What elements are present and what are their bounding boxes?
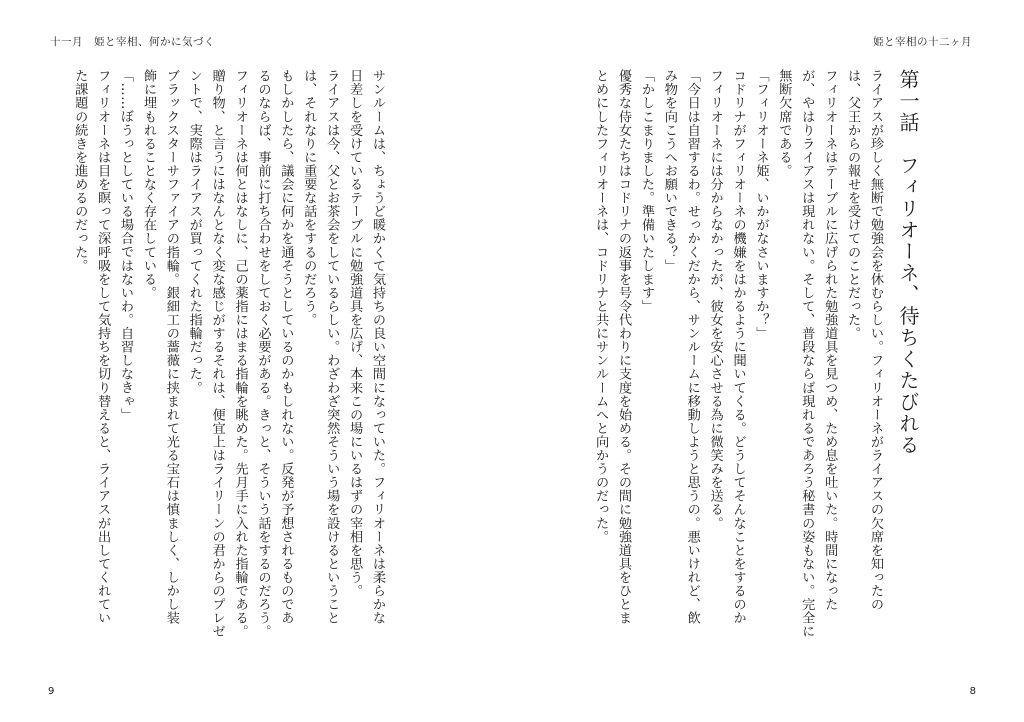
text-line: 「……ぼうっとしている場合ではないわ。自習しなきゃ」	[118, 69, 134, 422]
text-line: は、それなりに重要な話をするのだろう。	[301, 69, 317, 327]
text-line: フィリオーネは何とはなしに、己の薬指にはまる指輪を眺めた。先月手に入れた指輪である。	[232, 69, 248, 639]
page-number-right: 8	[969, 686, 976, 697]
text-line: 日差しを受けているテーブルに勉強道具を広げ、本来この場にいるはずの宰相を思う。	[347, 69, 363, 598]
text-line: は、父王からの報せを受けてのことだった。	[845, 69, 861, 340]
running-head-right: 姫と宰相の十二ヶ月	[873, 36, 972, 48]
text-line: もしかしたら、議会に何かを通そうとしているのかもしれない。反発が予想されるものであ	[278, 69, 294, 625]
text-line: ライアスは今、父とお茶会をしているらしい。わざわざ突然そういう場を設けるということ	[324, 69, 340, 625]
text-line: み物を向こうへお願いできる？」	[661, 69, 677, 273]
text-line: とめにしたフィリオーネは、コドリナと共にサンルームへと向かうのだった。	[593, 69, 609, 544]
text-line: 飾に埋もれることなく存在している。	[140, 69, 156, 300]
body-text-right	[590, 69, 922, 689]
text-line: ライアスが珍しく無断で勉強会を休むらしい。フィリオーネがライアスの欠席を知ったの	[868, 69, 883, 611]
text-line: た課題の続きを進めるのだった。	[72, 69, 88, 273]
text-line: 「今日は自習するわ。せっかくだから、サンルームに移動しようと思うの。悪いけれど、飲	[684, 69, 700, 625]
body-text-left	[70, 69, 388, 689]
text-line: フィリオーネには分からなかったが、彼女を安心させる為に微笑みを送る。	[707, 69, 723, 530]
text-line: サンルームは、ちょうど暖かくて気持ちの良い空間になっていた。フィリオーネは柔らかな	[370, 69, 385, 625]
text-line: フィリオーネはテーブルに広げられた勉強道具を見つめ、ため息を吐いた。時間になった	[822, 69, 838, 611]
text-line: フィリオーネは目を瞑って深呼吸をして気持ちを切り替えると、ライアスが出してくれてい	[95, 69, 111, 625]
chapter-title: 第一話 フィリオーネ、待ちくたびれる	[896, 69, 920, 456]
text-line: 「フィリオーネ姫、いかがなさいますか？」	[753, 69, 769, 340]
running-head-left: 十一月 姫と宰相、何かに気づく	[50, 36, 215, 48]
text-line: 優秀な侍女たちはコドリナの返事を号令代わりに支度を始める。その間に勉強道具をひとま	[616, 69, 632, 625]
text-line: るのならば、事前に打ち合わせをしておく必要がある。きっと、そういう話をするのだろう。	[255, 69, 271, 639]
text-line: 無断欠席である。	[776, 69, 792, 178]
text-line: ントで、実際はライアスが買ってくれた指輪だった。	[186, 69, 202, 395]
text-line: 「かしこまりました。準備いたします」	[638, 69, 654, 313]
text-line: コドリナがフィリオーネの機嫌をはかるように聞いてくる。どうしてそんなことをするのか	[730, 69, 746, 625]
page-number-left: 9	[48, 686, 55, 697]
text-line: ブラックスターサファイアの指輪。銀細工の薔薇に挟まれて光る宝石は慎ましく、しかし装	[163, 69, 179, 625]
text-line: 贈り物、と言うにはなんとなく変な感じがするそれは、便宜上はライリーンの君からのプレゼ	[209, 69, 225, 639]
text-line: が、やはりライアスは現れない。そして、普段ならば現れるであろう秘書の姿もない。完全に	[799, 69, 815, 639]
